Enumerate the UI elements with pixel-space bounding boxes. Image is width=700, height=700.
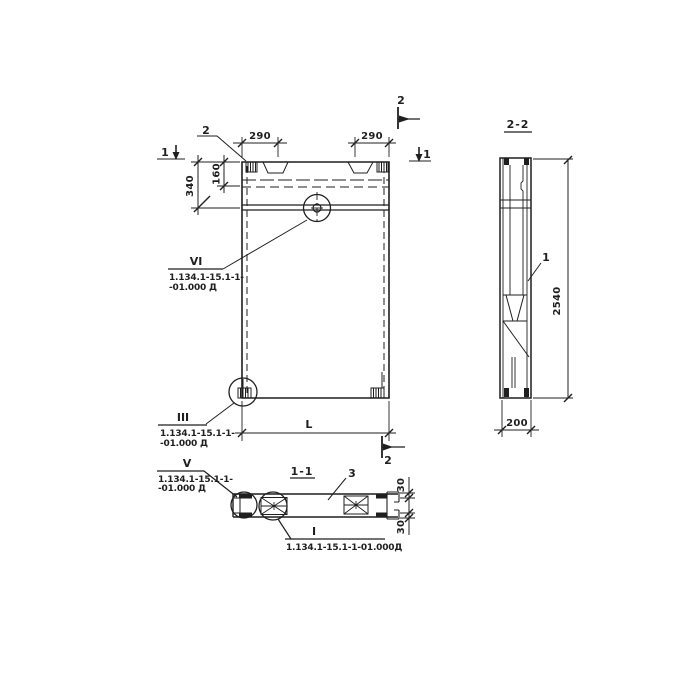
hatch-insert-bottom-left xyxy=(238,379,251,398)
keyway xyxy=(503,295,527,321)
leader-iii xyxy=(206,403,234,424)
dim-30-top-label: 30 xyxy=(396,477,407,493)
leader-part-1 xyxy=(528,263,541,281)
corner-detail-ref-label: 2 xyxy=(202,124,210,137)
callout-vi-label: VI xyxy=(189,255,203,268)
callout-v xyxy=(157,457,237,497)
callout-iii-ref-1: 1.134.1-15.1-1- xyxy=(160,429,235,439)
cut-mark-1-left xyxy=(157,145,185,160)
dim-2540-label: 2540 xyxy=(552,286,563,316)
diagonal-brace xyxy=(503,321,529,357)
section-2-2-title: 2-2 xyxy=(506,118,530,131)
callout-iii xyxy=(158,411,235,449)
dim-30-ribs xyxy=(396,477,415,535)
cut-mark-2-top xyxy=(397,94,420,129)
member-body xyxy=(233,494,398,517)
cut-mark-1-right-label: 1 xyxy=(423,148,431,161)
dim-290-left xyxy=(233,131,287,157)
embed-bottom-right xyxy=(524,388,529,397)
cut-mark-2-bottom-label: 2 xyxy=(384,454,392,467)
dim-160-label: 160 xyxy=(211,163,223,185)
callout-vi-ref-2: -01.000 Д xyxy=(169,283,217,293)
dim-340-label: 340 xyxy=(185,175,196,197)
stem-lines xyxy=(512,357,515,388)
rib-lines xyxy=(242,205,389,210)
detail-circle-vi xyxy=(304,192,331,224)
part-1-label: 1 xyxy=(542,251,550,264)
dim-2540 xyxy=(533,156,573,402)
dim-length-L xyxy=(235,401,396,441)
callout-i-ref: 1.134.1-15.1-1-01.000Д xyxy=(286,543,403,553)
callout-v-label: V xyxy=(182,457,192,470)
cut-mark-1-right xyxy=(409,147,431,162)
dim-L-label: L xyxy=(305,418,313,431)
hatch-insert-top-left xyxy=(246,162,257,172)
hatch-insert-bottom-right xyxy=(371,372,384,398)
right-rib-block-top xyxy=(376,494,387,499)
callout-i-label: I xyxy=(311,525,317,538)
dim-290-left-label: 290 xyxy=(249,131,271,142)
callout-vi xyxy=(168,255,244,293)
callout-v-ref-2: -01.000 Д xyxy=(158,484,206,494)
left-end-cap xyxy=(233,498,240,513)
embed-top-left xyxy=(504,158,509,165)
dim-200 xyxy=(494,400,539,437)
embed-top-right xyxy=(524,158,529,165)
callout-iii-ref-2: -01.000 Д xyxy=(160,439,208,449)
dim-290-right xyxy=(348,131,396,157)
panel-outline xyxy=(242,162,389,398)
cut-mark-2-bottom xyxy=(382,436,405,467)
part-3-label: 3 xyxy=(348,467,356,480)
leader-vi xyxy=(223,220,307,269)
callout-vi-ref-1: 1.134.1-15.1-1- xyxy=(169,273,244,283)
recess-right xyxy=(348,162,373,173)
fitting-left xyxy=(261,498,287,515)
section-1-1-view xyxy=(231,465,415,535)
hatch-insert-top-right xyxy=(377,162,388,172)
left-rib-block-top xyxy=(239,494,252,499)
callout-v-ref-1: 1.134.1-15.1-1- xyxy=(158,475,233,485)
dim-160 xyxy=(212,155,241,193)
embed-bottom-left xyxy=(504,388,509,397)
right-rib-block-bottom xyxy=(376,513,387,518)
dim-30-bottom-label: 30 xyxy=(396,519,407,535)
main-view xyxy=(206,162,389,424)
profile-outline xyxy=(500,158,531,398)
profile-inner-lines xyxy=(510,165,523,295)
dim-200-label: 200 xyxy=(506,418,528,429)
cut-mark-1-left-label: 1 xyxy=(161,146,169,159)
recess-left xyxy=(263,162,288,173)
dim-290-right-label: 290 xyxy=(361,131,383,142)
section-2-2-view xyxy=(494,118,573,437)
right-end-cap xyxy=(387,492,399,519)
callout-iii-label: III xyxy=(176,411,190,424)
callout-i xyxy=(278,519,402,553)
fitting-middle xyxy=(344,496,368,514)
cut-mark-2-top-label: 2 xyxy=(397,94,405,107)
rib-lines-section xyxy=(500,200,531,208)
leader-part-3 xyxy=(328,478,346,500)
section-1-1-title: 1-1 xyxy=(290,465,314,478)
